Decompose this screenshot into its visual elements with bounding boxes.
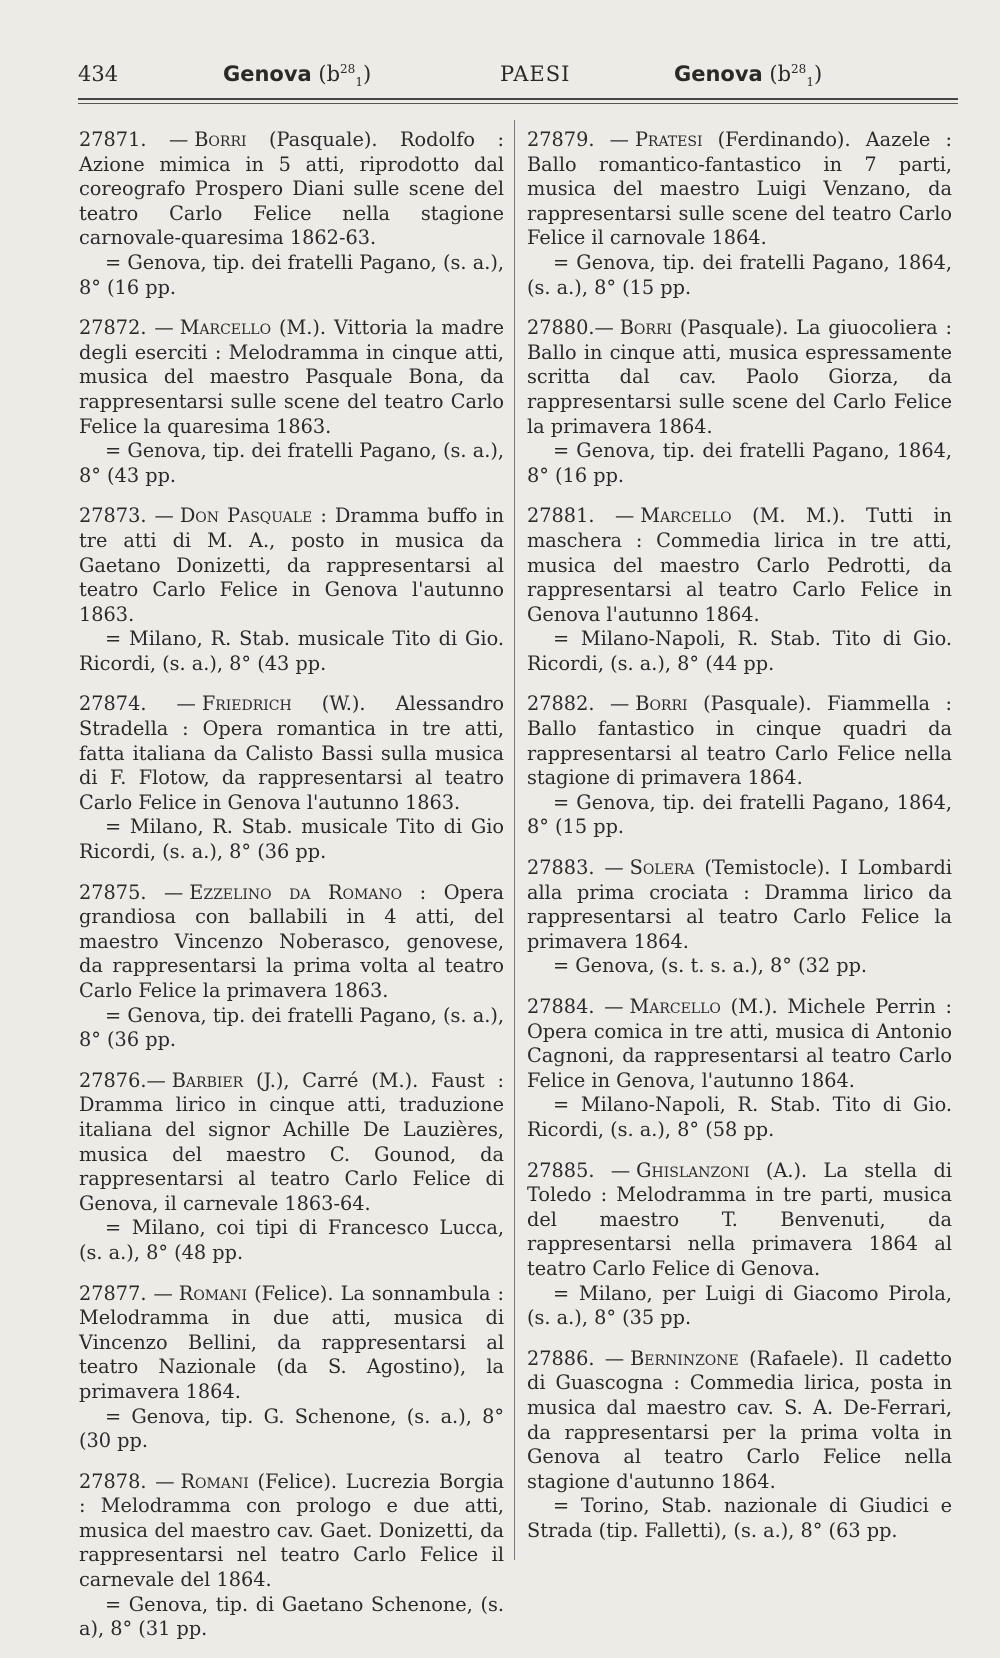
entry-author: Borri <box>194 128 247 151</box>
entry-number: 27881. — <box>527 504 635 528</box>
entry-title: (J.), Carré (M.). Faust : Dramma lirico in cinque atti, traduzione italiana del signor Achille De Lauzières, musica del maestro C. Gounod, da rappresentarsi al teatro Carlo Felice di Genova, il carnevale 1863-64. <box>79 1068 504 1215</box>
page-number: 434 <box>78 62 119 86</box>
entry-number: 27876.— <box>79 1068 166 1092</box>
entry-author: Pratesi <box>634 128 703 151</box>
entry-title: (Felice). Lucrezia Borgia : Melodramma con prologo e due atti, musica del maestro cav. Gaet. Donizetti, da rappresentarsi nel teatro Carlo Felice il carnevale del 1864. <box>79 1469 504 1592</box>
entry-title: (A.). La stella di Toledo : Melodramma in tre parti, musica del maestro T. Benvenuti, da rappresentarsi nella primavera 1864 al teatro Carlo Felice di Genova. <box>527 1158 952 1280</box>
entry-description <box>79 692 504 815</box>
catalog-entry <box>79 692 504 864</box>
entry-number: 27882. — <box>527 692 630 716</box>
entry-author: Romani <box>180 1469 249 1493</box>
entry-imprint: = Genova, tip. dei fratelli Pagano, (s. a.), 8° (16 pp. <box>79 250 504 299</box>
header-right-place: Genova <box>674 62 763 86</box>
entry-description <box>79 128 504 251</box>
entry-imprint: = Milano, coi tipi di Francesco Lucca, (s. a.), 8° (48 pp. <box>79 1216 504 1264</box>
catalog-entry <box>527 995 952 1143</box>
entry-imprint: = Genova, tip. dei fratelli Pagano, 1864, 8° (16 pp. <box>527 439 952 487</box>
entry-description <box>79 1282 504 1405</box>
entry-number: 27875. — <box>79 880 184 904</box>
column-divider <box>514 120 515 1560</box>
entry-imprint: = Genova, tip. dei fratelli Pagano, (s. a.), 8° (36 pp. <box>79 1003 504 1052</box>
catalog-entry <box>527 504 952 676</box>
entry-imprint: = Genova, (s. t. s. a.), 8° (32 pp. <box>553 954 868 978</box>
entry-title: (Felice). La sonnambula : Melodramma in due atti, musica di Vincenzo Bellini, da rappresentarsi al teatro Nazionale (da S. Agostino), la primavera 1864. <box>79 1281 504 1403</box>
entry-description <box>527 995 952 1093</box>
entry-imprint: = Genova, tip. dei fratelli Pagano, 1864, (s. a.), 8° (15 pp. <box>527 250 952 299</box>
header-rule-thin <box>78 103 958 104</box>
catalog-entry <box>79 504 504 676</box>
entry-number: 27883. — <box>527 856 624 880</box>
catalog-entry <box>79 1069 504 1266</box>
entry-imprint: = Milano-Napoli, R. Stab. Tito di Gio. Ricordi, (s. a.), 8° (44 pp. <box>527 627 952 675</box>
header-left-title <box>223 62 371 89</box>
catalog-entry <box>79 881 504 1053</box>
catalog-entry <box>527 1159 952 1331</box>
header-left-place: Genova <box>223 62 312 86</box>
entry-description <box>79 316 504 439</box>
catalog-entry <box>79 1282 504 1454</box>
entry-author: Barbier <box>171 1068 244 1092</box>
right-column <box>527 128 952 1559</box>
entry-author: Marcello <box>179 316 272 340</box>
catalog-entry <box>527 128 952 300</box>
header-section: PAESI <box>500 62 571 86</box>
catalog-entry <box>527 856 952 979</box>
catalog-entry <box>527 1347 952 1544</box>
entry-author: Solera <box>629 856 695 880</box>
entry-imprint: = Genova, tip. dei fratelli Pagano, (s. a.), 8° (43 pp. <box>79 439 504 487</box>
entry-description <box>527 316 952 439</box>
left-column <box>79 128 504 1658</box>
entry-number: 27872. — <box>79 316 174 340</box>
entry-description <box>79 881 504 1004</box>
entry-number: 27880.— <box>527 316 614 340</box>
entry-title: (W.). Alessandro Stradella : Opera romantica in tre atti, fatta italiana da Calisto Bassi sulla musica di F. Flotow, da rappresentarsi al teatro Carlo Felice in Genova l'autunno 1863. <box>79 692 504 814</box>
entry-description <box>527 504 952 627</box>
entry-title: (Pasquale). Fiammella : Ballo fantastico in cinque quadri da rappresentarsi al teatro Carlo Felice nella stagione di primavera 1864. <box>527 692 952 790</box>
catalog-entry <box>79 128 504 300</box>
entry-number: 27877. — <box>79 1281 173 1305</box>
entry-author: Ghislanzoni <box>636 1158 750 1182</box>
entry-description <box>527 1159 952 1282</box>
entry-author: Friedrich <box>201 692 292 716</box>
entry-imprint: = Milano, R. Stab. musicale Tito di Gio Ricordi, (s. a.), 8° (36 pp. <box>79 815 504 864</box>
entry-description <box>79 504 504 627</box>
header-right-code: $(b^{28}_1)$ <box>769 62 823 90</box>
entry-number: 27885. — <box>527 1158 631 1182</box>
entry-number: 27878. — <box>79 1469 175 1493</box>
entry-description <box>79 1470 504 1593</box>
header-left-code: $(b^{28}_1)$ <box>318 62 372 90</box>
entry-imprint: = Genova, tip. G. Schenone, (s. a.), 8° (30 pp. <box>79 1404 504 1453</box>
entry-title: (Ferdinando). Aazele : Ballo romantico-fantastico in 7 parti, musica del maestro Luigi Venzano, da rappresentarsi sulle scene del teatro Carlo Felice il carnovale 1864. <box>527 128 952 250</box>
entry-number: 27886. — <box>527 1346 625 1370</box>
entry-title: (Temistocle). I Lombardi alla prima crociata : Dramma lirico da rappresentarsi al teatro Carlo Felice la primavera 1864. <box>527 856 952 953</box>
entry-number: 27871. — <box>79 128 189 151</box>
catalog-entry <box>527 692 952 840</box>
entry-imprint: = Genova, tip. di Gaetano Schenone, (s. a), 8° (31 pp. <box>79 1592 504 1641</box>
entry-title: (M.). Vittoria la madre degli eserciti : Melodramma in cinque atti, musica del maestro Pasquale Bona, da rappresentarsi sulle scene del teatro Carlo Felice la quaresima 1863. <box>79 316 504 438</box>
entry-imprint: = Genova, tip. dei fratelli Pagano, 1864, 8° (15 pp. <box>527 790 952 839</box>
entry-number: 27874. — <box>79 692 196 716</box>
entry-title: (M. M.). Tutti in maschera : Commedia lirica in tre atti, musica del maestro Carlo Pedrotti, da rappresentarsi al teatro Carlo Felice in Genova l'autunno 1864. <box>527 504 952 626</box>
header-rule-thick <box>78 98 958 100</box>
entry-title: (M.). Michele Perrin : Opera comica in tre atti, musica di Antonio Cagnoni, da rappresentarsi al teatro Carlo Felice in Genova, l'autunno 1864. <box>527 995 952 1092</box>
entry-imprint: = Milano, per Luigi di Giacomo Pirola, (s. a.), 8° (35 pp. <box>527 1281 952 1330</box>
entry-author: Don Pasquale <box>179 504 313 528</box>
catalog-entry <box>79 1470 504 1642</box>
entry-description <box>527 856 952 954</box>
entry-number: 27873. — <box>79 504 174 528</box>
catalog-entry <box>527 316 952 488</box>
entry-author: Borri <box>619 316 673 340</box>
entry-author: Ezzelino da Romano <box>189 880 403 904</box>
entry-imprint: = Torino, Stab. nazionale di Giudici e Strada (tip. Falletti), (s. a.), 8° (63 pp. <box>527 1494 952 1542</box>
entry-imprint: = Milano, R. Stab. musicale Tito di Gio. Ricordi, (s. a.), 8° (43 pp. <box>79 627 504 675</box>
entry-number: 27879. — <box>527 128 629 151</box>
entry-author: Borri <box>635 692 688 716</box>
entry-title: (Pasquale). La giuocoliera : Ballo in cinque atti, musica espressamente scritta dal cav. Paolo Giorza, da rappresentarsi sulle scene del Carlo Felice la primavera 1864. <box>527 316 952 438</box>
running-header <box>78 62 958 92</box>
entry-description <box>527 692 952 790</box>
header-right-title <box>674 62 822 89</box>
entry-title: (Pasquale). Rodolfo : Azione mimica in 5 atti, riprodotto dal coreografo Prospero Diani sulle scene del teatro Carlo Felice nella stagione carnovale-quaresima 1862-63. <box>79 128 504 250</box>
entry-description <box>79 1069 504 1217</box>
entry-description <box>527 1347 952 1495</box>
entry-title: (Rafaele). Il cadetto di Guascogna : Commedia lirica, posta in musica dal maestro cav. S. A. De-Ferrari, da rappresentarsi per la prima volta in Genova al teatro Carlo Felice nella stagione d'autunno 1864. <box>527 1346 952 1493</box>
entry-author: Romani <box>178 1281 248 1305</box>
entry-number: 27884. — <box>527 995 624 1018</box>
entry-imprint: = Milano-Napoli, R. Stab. Tito di Gio. Ricordi, (s. a.), 8° (58 pp. <box>527 1093 952 1141</box>
catalog-entry <box>79 316 504 488</box>
entry-description <box>527 128 952 251</box>
entry-title: : Opera grandiosa con ballabili in 4 atti, del maestro Vincenzo Noberasco, genovese, da rappresentarsi la prima volta al teatro Carlo Felice la primavera 1863. <box>79 880 504 1002</box>
entry-author: Marcello <box>640 504 732 528</box>
entry-author: Marcello <box>629 995 721 1018</box>
entry-author: Berninzone <box>630 1346 739 1370</box>
entry-title: : Dramma buffo in tre atti di M. A., posto in musica da Gaetano Donizetti, da rappresentarsi al teatro Carlo Felice in Genova l'autunno 1863. <box>79 504 504 626</box>
